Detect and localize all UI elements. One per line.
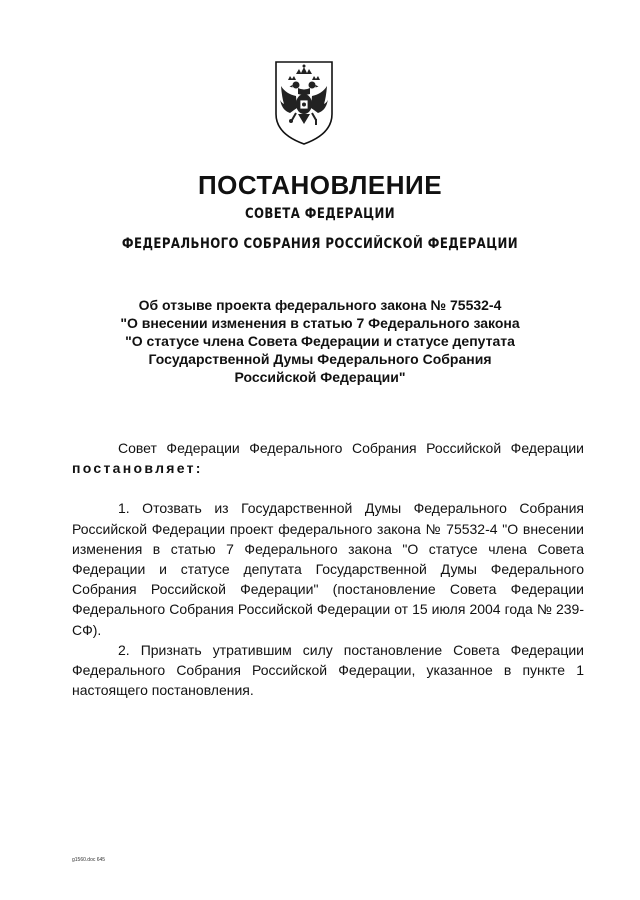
document-body (72, 438, 584, 700)
document-subject (70, 296, 570, 386)
preamble-paragraph (72, 438, 584, 478)
subject-line: Государственной Думы Федерального Собрания (148, 351, 492, 367)
preamble-text: Совет Федерации Федерального Собрания Российской Федерации (118, 440, 584, 456)
item-1-paragraph: 1. Отозвать из Государственной Думы Федерального Собрания Российской Федерации проект федерального закона № 75532-4 "О внесении изменения в статью 7 Федерального закона "О статусе члена Совета Федерации и статусе депутата Государственной Думы Федерального Собрания Российской Федерации" (постановление Совета Федерации Федерального Собрания Российской Федерации от 15 июля 2004 года № 239-СФ). (72, 500, 584, 638)
subject-line: Российской Федерации" (234, 369, 406, 385)
issuing-body-line-2: ФЕДЕРАЛЬНОГО СОБРАНИЯ РОССИЙСКОЙ ФЕДЕРАЦИИ (121, 236, 519, 252)
decree-word: постановляет: (72, 460, 203, 477)
file-code-footer: g1560.doc 645 (72, 857, 106, 863)
document-type-heading: ПОСТАНОВЛЕНИЕ (197, 170, 443, 200)
subject-line: "О статусе члена Совета Федерации и статусе депутата (125, 333, 515, 349)
issuing-body-line-1: СОВЕТА ФЕДЕРАЦИИ (244, 206, 396, 222)
item-2-paragraph: 2. Признать утратившим силу постановление Совета Федерации Федерального Собрания Российской Федерации, указанное в пункте 1 настоящего постановления. (72, 641, 584, 699)
subject-line: Об отзыве проекта федерального закона № 75532-4 (138, 297, 502, 313)
coat-of-arms-icon (272, 58, 336, 148)
subject-line: "О внесении изменения в статью 7 Федерального закона (120, 315, 520, 331)
